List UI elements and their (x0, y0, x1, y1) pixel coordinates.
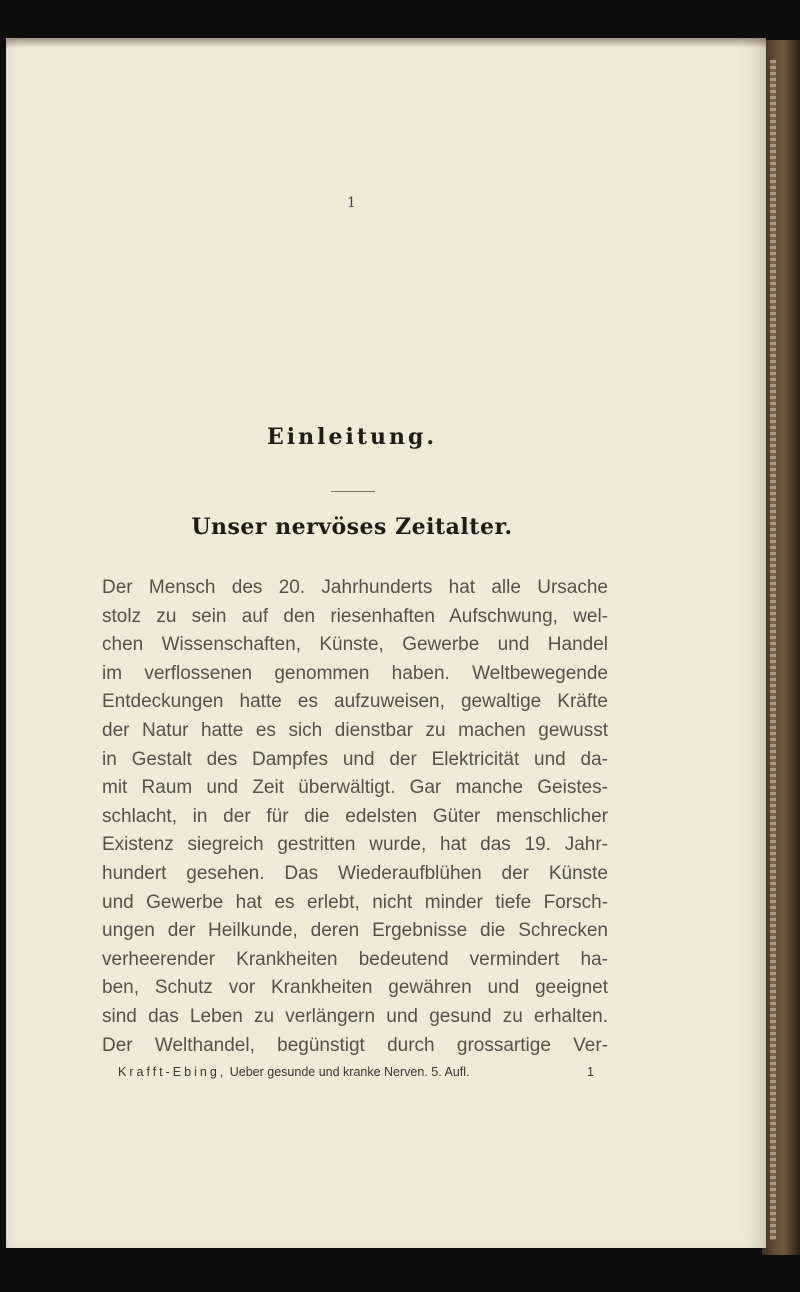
text-line: mit Raum und Zeit überwältigt. Gar manche Geistes- (102, 777, 608, 799)
page-edges (770, 60, 776, 1240)
book-page (6, 38, 766, 1248)
footer-author: Krafft-Ebing, (118, 1065, 227, 1079)
text-line: hundert gesehen. Das Wiederaufblühen der Künste (102, 862, 608, 884)
text-line: Der Mensch des 20. Jahrhunderts hat alle Ursache (102, 577, 608, 598)
text-line: Existenz siegreich gestritten wurde, hat das 19. Jahr- (102, 834, 608, 856)
section-title: Unser nervöses Zeitalter. (191, 514, 513, 540)
text-line: in Gestalt des Dampfes und der Elektricität und da- (102, 748, 608, 770)
text-line: schlacht, in der für die edelsten Güter menschlicher (102, 805, 608, 827)
chapter-heading: Einleitung. (266, 424, 438, 450)
text-line: chen Wissenschaften, Künste, Gewerbe und Handel (102, 634, 608, 656)
page-shadow (6, 38, 766, 48)
page-number: 1 (347, 195, 357, 211)
text-line: der Natur hatte es sich dienstbar zu machen gewusst (102, 719, 608, 741)
text-line: im verflossenen genommen haben. Weltbewegende (102, 662, 608, 684)
text-line: stolz zu sein auf den riesenhaften Aufschwung, wel- (102, 605, 608, 627)
footer-signature-mark: 1 (587, 1065, 594, 1079)
text-line: sind das Leben zu verlängern und gesund zu erhalten. (102, 1005, 608, 1027)
footer-signature-line (118, 1065, 598, 1079)
text-line: und Gewerbe hat es erlebt, nicht minder tiefe Forsch- (102, 891, 608, 913)
text-line: verheerender Krankheiten bedeutend vermindert ha- (102, 948, 608, 970)
divider (331, 491, 375, 492)
book-binding (762, 40, 800, 1255)
footer-citation (118, 1065, 469, 1079)
body-text (102, 574, 608, 1060)
text-line: ben, Schutz vor Krankheiten gewähren und geeignet (102, 977, 608, 999)
text-line: ungen der Heilkunde, deren Ergebnisse die Schrecken (102, 920, 608, 942)
text-line: Der Welthandel, begünstigt durch grossartige Ver- (102, 1034, 608, 1056)
footer-title: Ueber gesunde und kranke Nerven. 5. Aufl. (229, 1065, 470, 1079)
text-line: Entdeckungen hatte es aufzuweisen, gewaltige Kräfte (102, 691, 608, 713)
